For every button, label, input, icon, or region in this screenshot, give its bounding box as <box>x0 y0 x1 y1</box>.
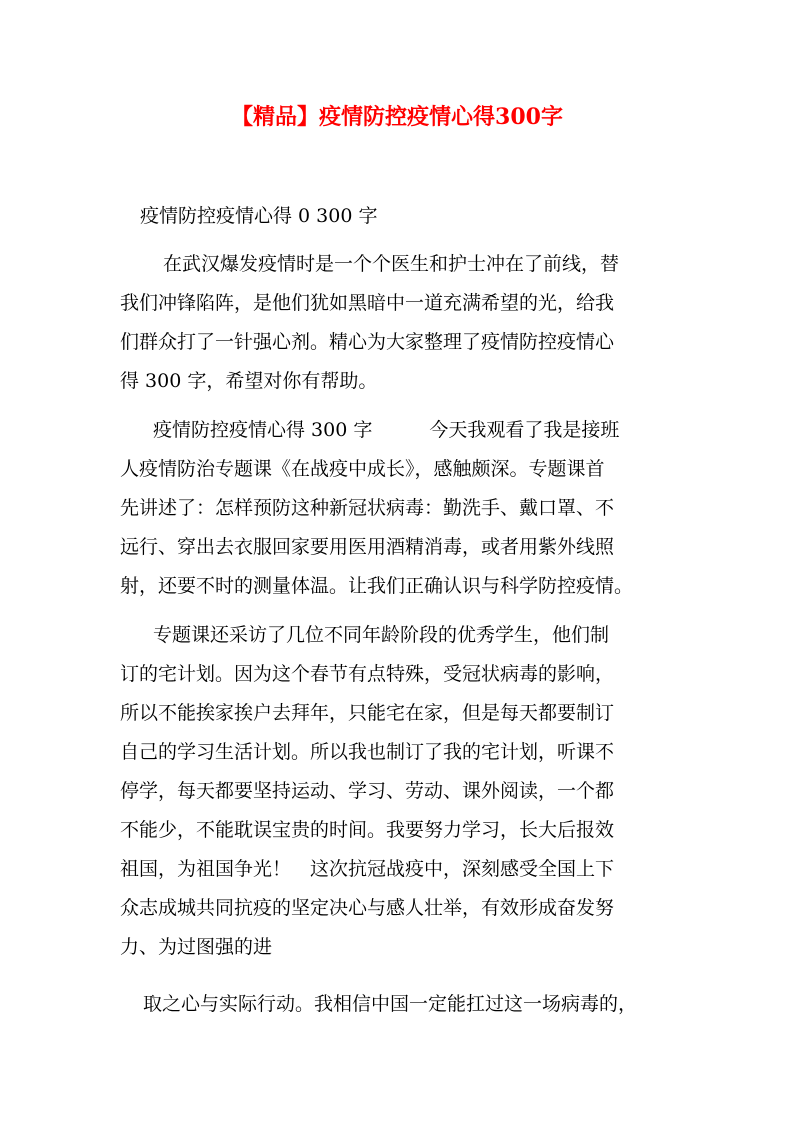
document-title: 【精品】疫情防控疫情心得300字 <box>231 104 563 130</box>
paragraph-line: 得 300 字，希望对你有帮助。 <box>120 370 378 392</box>
paragraph-line: 在武汉爆发疫情时是一个个医生和护士冲在了前线，替 <box>163 253 620 275</box>
paragraph-line: 射，还要不时的测量体温。让我们正确认识与科学防控疫情。 <box>120 575 634 597</box>
paragraph-line: 停学，每天都要坚持运动、学习、劳动、课外阅读，一个都 <box>120 780 615 802</box>
paragraph-line: 众志成城共同抗疫的坚定决心与感人壮举，有效形成奋发努 <box>120 897 615 919</box>
paragraph-line: 我们冲锋陷阵，是他们犹如黑暗中一道充满希望的光，给我 <box>120 292 615 314</box>
paragraph-line: 疫情防控疫情心得 300 字 今天我观看了我是接班 <box>153 419 620 441</box>
paragraph-line: 不能少，不能耽误宝贵的时间。我要努力学习，长大后报效 <box>120 819 615 841</box>
subtitle-line: 疫情防控疫情心得 0 300 字 <box>140 205 378 227</box>
paragraph-line: 远行、穿出去衣服回家要用医用酒精消毒，或者用紫外线照 <box>120 536 615 558</box>
paragraph-line: 订的宅计划。因为这个春节有点特殊，受冠状病毒的影响， <box>120 663 615 685</box>
paragraph-line: 力、为过图强的进 <box>120 936 273 958</box>
paragraph-line: 取之心与实际行动。我相信中国一定能扛过这一场病毒的， <box>143 993 638 1015</box>
paragraph-line: 自己的学习生活计划。所以我也制订了我的宅计划，听课不 <box>120 741 615 763</box>
paragraph-line: 人疫情防治专题课《在战疫中成长》，感触颇深。专题课首 <box>120 458 605 480</box>
paragraph-line: 们群众打了一针强心剂。精心为大家整理了疫情防控疫情心 <box>120 331 615 353</box>
paragraph-line: 专题课还采访了几位不同年龄阶段的优秀学生，他们制 <box>153 624 610 646</box>
paragraph-line: 所以不能挨家挨户去拜年，只能宅在家，但是每天都要制订 <box>120 702 615 724</box>
paragraph-line: 先讲述了：怎样预防这种新冠状病毒：勤洗手、戴口罩、不 <box>120 497 615 519</box>
paragraph-line: 祖国，为祖国争光！ 这次抗冠战疫中，深刻感受全国上下 <box>120 858 615 880</box>
